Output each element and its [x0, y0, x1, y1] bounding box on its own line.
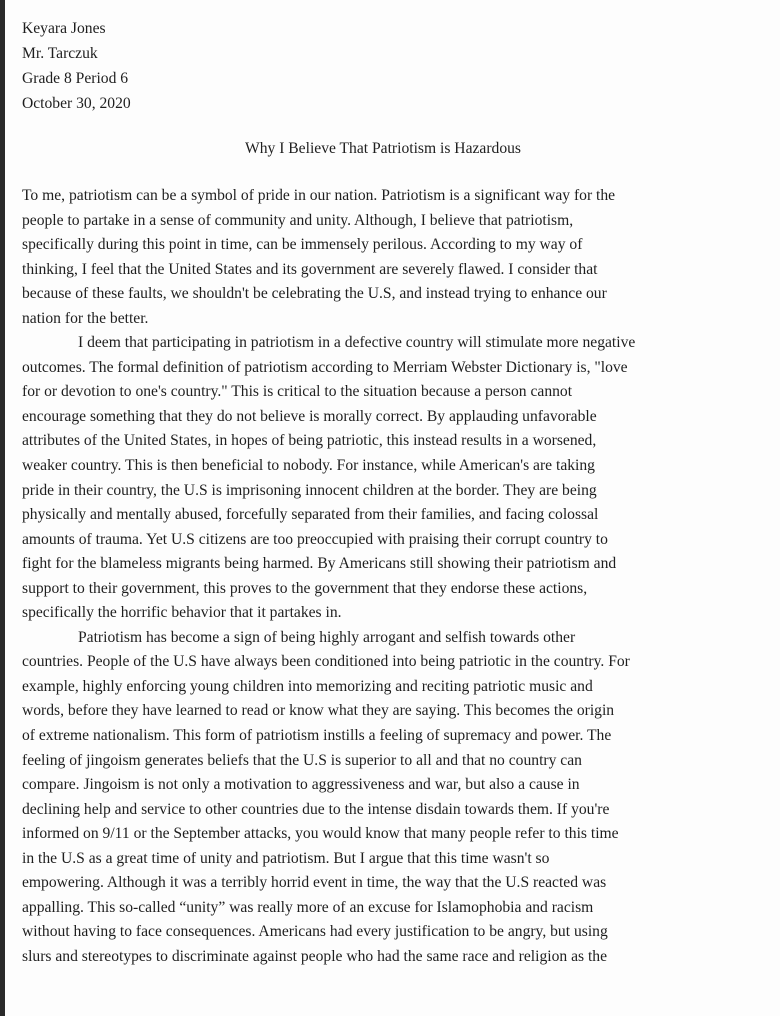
- essay-line: without having to face consequences. Americans had every justification to be angry, but using: [22, 923, 608, 941]
- essay-line: physically and mentally abused, forcefully separated from their families, and facing colossal: [22, 506, 599, 524]
- essay-line: I deem that participating in patriotism in a defective country will stimulate more negative: [78, 334, 636, 352]
- essay-line: of extreme nationalism. This form of patriotism instills a feeling of supremacy and power. The: [22, 727, 612, 745]
- class-info: Grade 8 Period 6: [22, 70, 129, 87]
- essay-line: appalling. This so-called “unity” was really more of an excuse for Islamophobia and racism: [22, 898, 594, 916]
- essay-title: Why I Believe That Patriotism is Hazardous: [244, 140, 521, 157]
- essay-date: October 30, 2020: [22, 95, 131, 112]
- essay-line: words, before they have learned to read or know what they are saying. This becomes the origin: [22, 702, 615, 720]
- essay-document: [22, 16, 774, 970]
- essay-line: specifically the horrific behavior that it partakes in.: [22, 604, 342, 622]
- essay-line: people to partake in a sense of community and unity. Although, I believe that patriotism,: [22, 211, 574, 229]
- essay-line: in the U.S as a great time of unity and patriotism. But I argue that this time wasn't so: [22, 849, 550, 867]
- essay-body: [22, 184, 774, 970]
- essay-line: slurs and stereotypes to discriminate against people who had the same race and religion as the: [22, 947, 608, 965]
- essay-line: countries. People of the U.S have always been conditioned into being patriotic in the country. For: [22, 653, 630, 671]
- essay-line: feeling of jingoism generates beliefs that the U.S is superior to all and that no country can: [22, 751, 582, 769]
- essay-line: fight for the blameless migrants being harmed. By Americans still showing their patriotism and: [22, 555, 617, 573]
- essay-line: compare. Jingoism is not only a motivation to aggressiveness and war, but also a cause in: [22, 776, 580, 794]
- essay-header: [22, 16, 774, 116]
- essay-line: encourage something that they do not believe is morally correct. By applauding unfavorable: [22, 407, 597, 425]
- essay-line: declining help and service to other countries due to the intense disdain towards them. If you're: [22, 800, 610, 818]
- essay-line: support to their government, this proves to the government that they endorse these actions,: [22, 579, 588, 597]
- essay-line: outcomes. The formal definition of patriotism according to Merriam Webster Dictionary is, "love: [22, 358, 628, 376]
- essay-line: nation for the better.: [22, 309, 149, 327]
- student-name: Keyara Jones: [22, 20, 106, 37]
- teacher-name: Mr. Tarczuk: [22, 45, 98, 62]
- essay-line: informed on 9/11 or the September attacks, you would know that many people refer to this time: [22, 825, 619, 843]
- essay-line: for or devotion to one's country." This is critical to the situation because a person cannot: [22, 383, 573, 401]
- page-left-edge-shadow: [0, 0, 5, 1016]
- essay-line: empowering. Although it was a terribly horrid event in time, the way that the U.S reacted was: [22, 874, 607, 892]
- essay-line: specifically during this point in time, can be immensely perilous. According to my way of: [22, 236, 583, 254]
- essay-line: weaker country. This is then beneficial to nobody. For instance, while American's are taking: [22, 457, 595, 475]
- essay-line: because of these faults, we shouldn't be celebrating the U.S, and instead trying to enhance our: [22, 285, 607, 303]
- essay-line: pride in their country, the U.S is imprisoning innocent children at the border. They are being: [22, 481, 597, 499]
- essay-line: amounts of trauma. Yet U.S citizens are too preoccupied with praising their corrupt country to: [22, 530, 608, 548]
- essay-line: To me, patriotism can be a symbol of pride in our nation. Patriotism is a significant way for the: [22, 187, 616, 204]
- essay-line: Patriotism has become a sign of being highly arrogant and selfish towards other: [78, 628, 576, 646]
- essay-line: attributes of the United States, in hopes of being patriotic, this instead results in a worsened,: [22, 432, 597, 450]
- essay-line: thinking, I feel that the United States and its government are severely flawed. I consider that: [22, 260, 598, 278]
- essay-line: example, highly enforcing young children into memorizing and reciting patriotic music and: [22, 677, 593, 695]
